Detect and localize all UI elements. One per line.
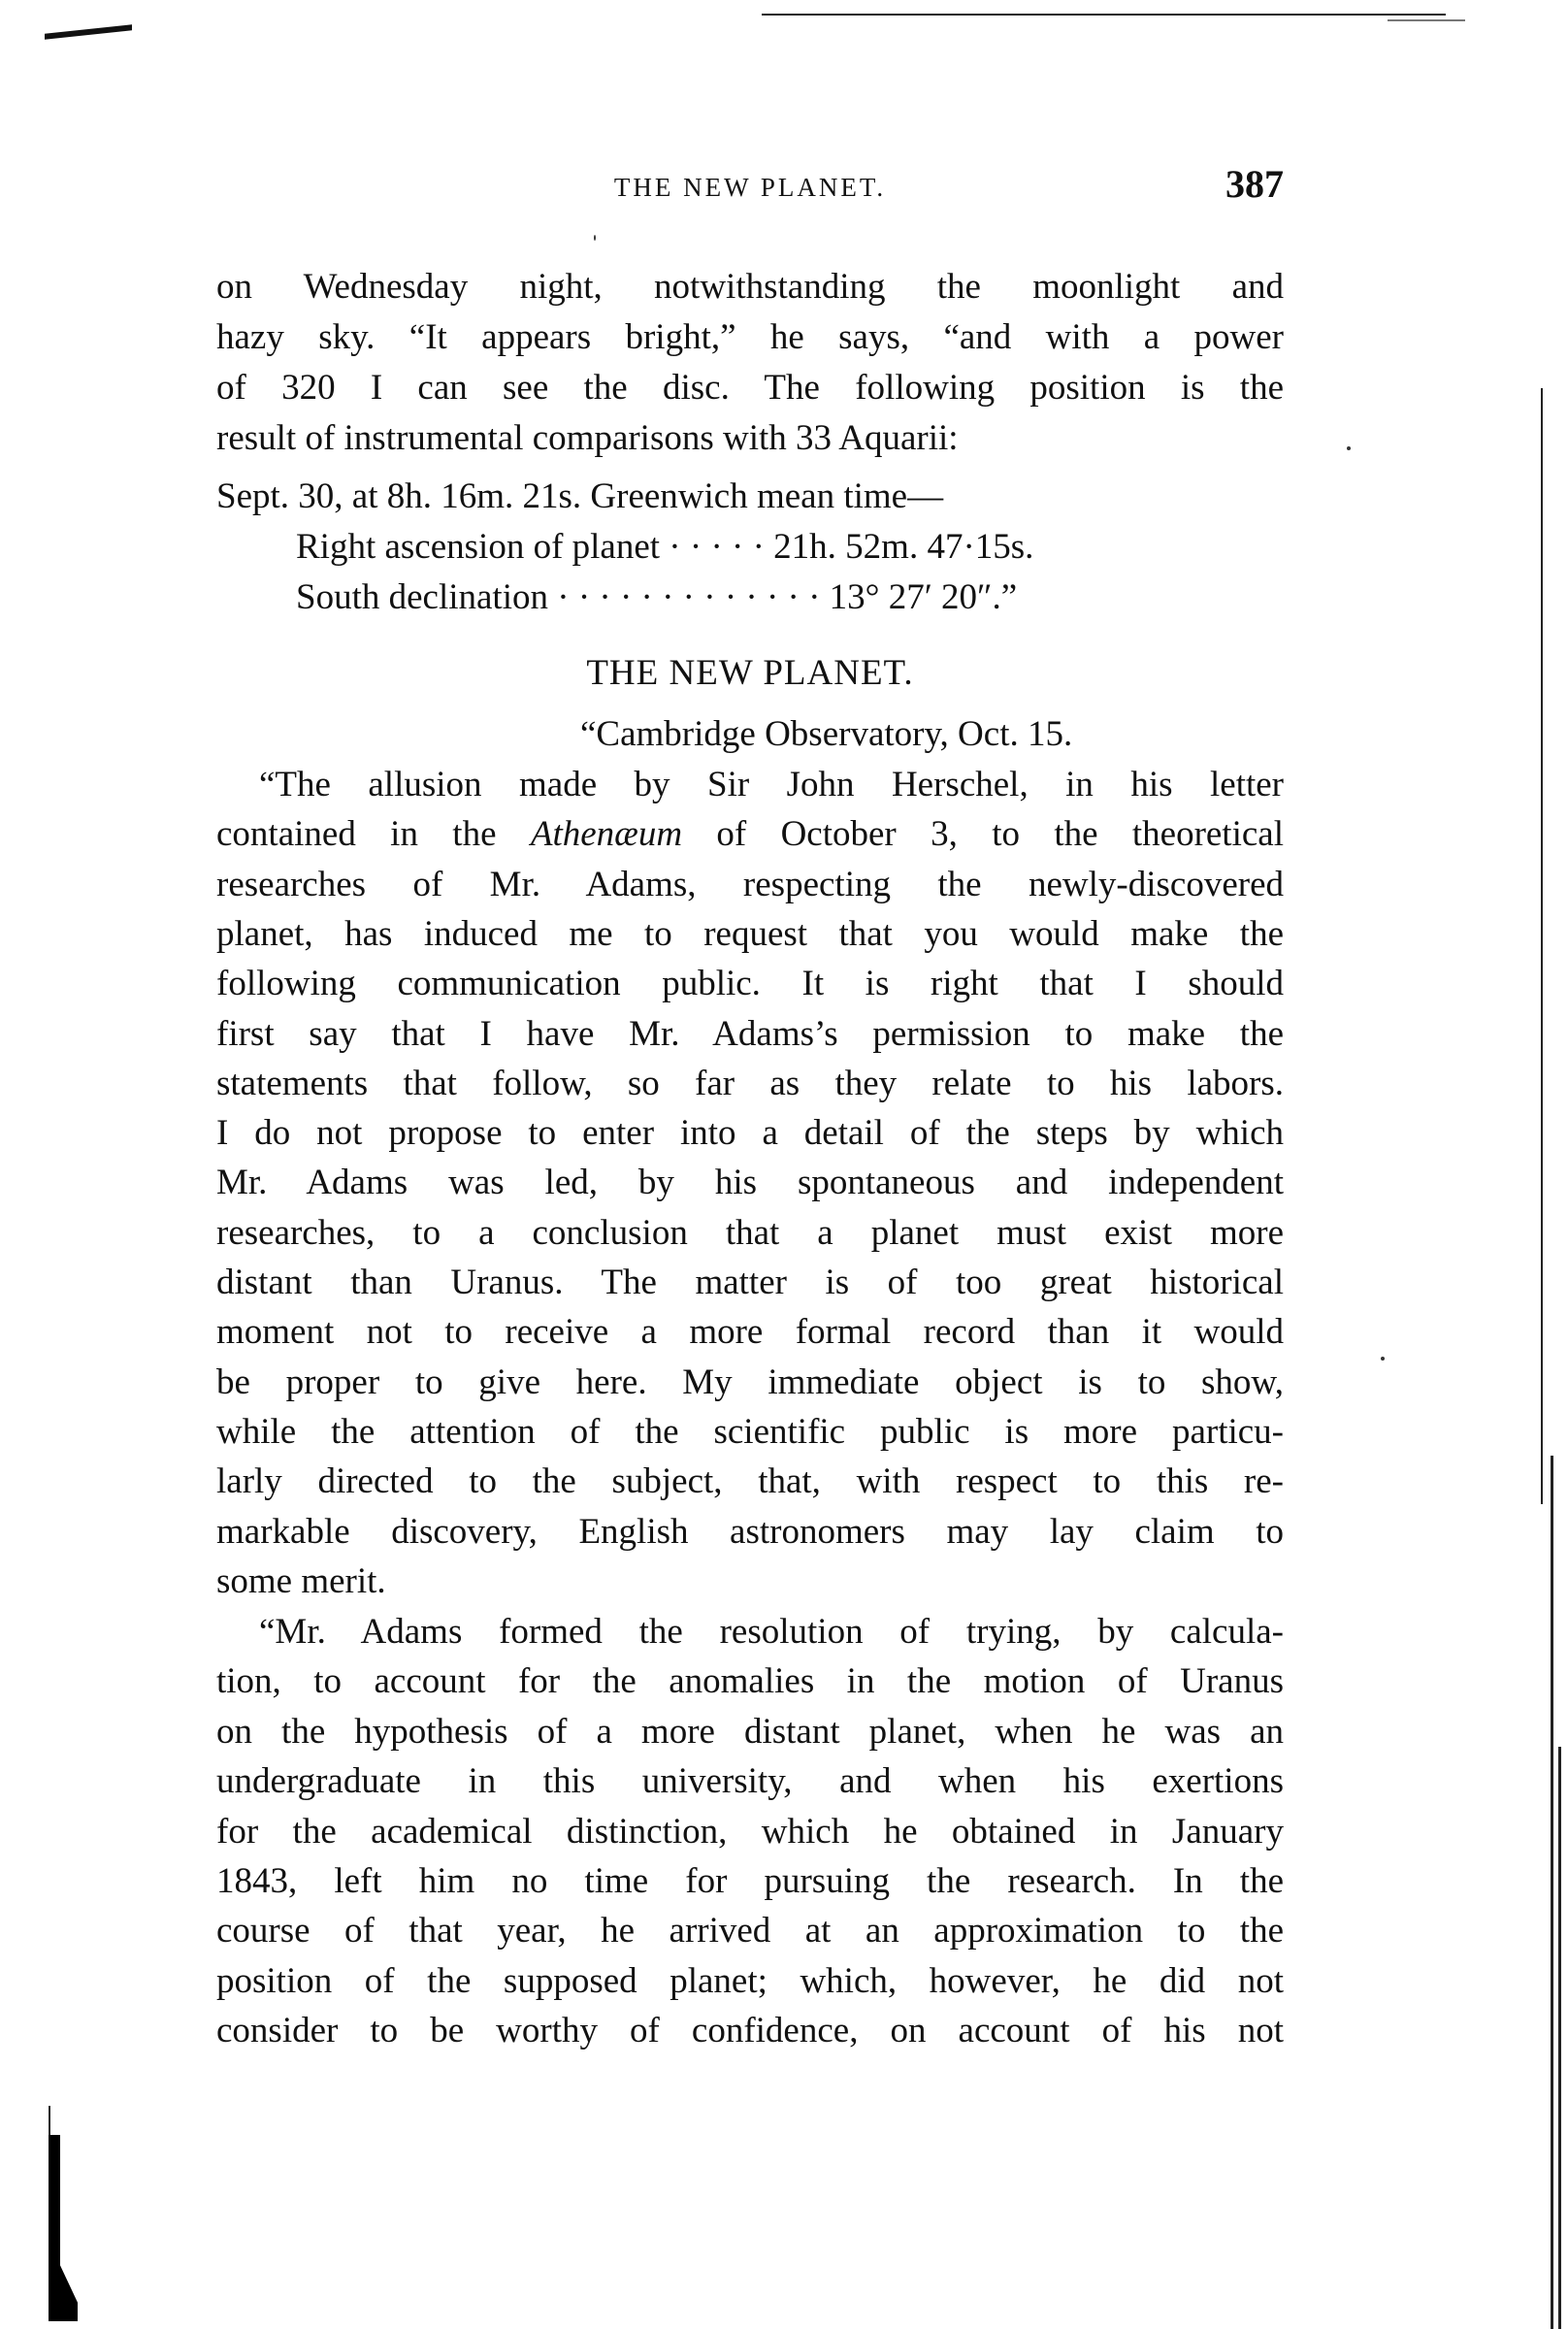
text-line: result of instrumental comparisons with 33 Aquarii: [216,418,959,458]
section-heading: THE NEW PLANET. [586,653,914,693]
text-line: researches of Mr. Adams, respecting the newly-discovered [216,864,1284,904]
text-line: 1843, left him no time for pursuing the research. In the [216,1861,1284,1901]
page-edge-line [1541,388,1543,1504]
text-segment: contained in the [216,814,531,855]
text-line: for the academical distinction, which he obtained in January [216,1811,1284,1852]
text-line: some merit. [216,1560,386,1601]
italic-title: Athenæum [530,814,683,855]
text-line: moment not to receive a more formal record than it would [216,1312,1284,1353]
text-line: undergraduate in this university, and when his exertions [216,1761,1284,1802]
text-line: larly directed to the subject, that, with respect to this re- [216,1461,1284,1502]
text-segment: of October 3, to the theoretical [682,814,1284,855]
text-line: of 320 I can see the disc. The following position is the [216,368,1284,408]
observation-right-ascension: Right ascension of planet · · · · · 21h. 52m. 47·15s. [296,527,1034,567]
text-line: course of that year, he arrived at an approximation to the [216,1911,1284,1952]
page-number: 387 [1225,162,1284,206]
text-line: “The allusion made by Sir John Herschel, in his letter [259,765,1284,804]
speck [594,235,596,241]
letter-dateline: “Cambridge Observatory, Oct. 15. [580,714,1073,754]
text-line: first say that I have Mr. Adams’s permission to make the [216,1013,1284,1054]
scan-mark [45,24,132,39]
text-line: be proper to give here. My immediate object is to show, [216,1361,1284,1402]
text-line: statements that follow, so far as they relate to his labors. [216,1063,1284,1103]
top-rule-short [1388,19,1465,21]
text-line: hazy sky. “It appears bright,” he says, “and with a power [216,317,1284,357]
text-line: I do not propose to enter into a detail of the steps by which [216,1113,1284,1154]
text-line: distant than Uranus. The matter is of too great historical [216,1263,1284,1302]
speck [1347,446,1351,450]
text-line: on Wednesday night, notwithstanding the moonlight and [216,267,1284,307]
text-line: following communication public. It is right that I should [216,964,1284,1004]
observation-declination: South declination · · · · · · · · · · · · · 13° 27′ 20″.” [296,577,1018,617]
text-line: tion, to account for the anomalies in the motion of Uranus [216,1661,1284,1702]
page-edge-line [1558,1747,1561,2329]
running-head-title: THE NEW PLANET. [613,173,887,202]
speck [1381,1357,1385,1361]
text-line: researches, to a conclusion that a planet must exist more [216,1212,1284,1253]
observation-date: Sept. 30, at 8h. 16m. 21s. Greenwich mean time— [216,476,944,516]
text-line: Mr. Adams was led, by his spontaneous and independent [216,1163,1284,1203]
binding-shadow [49,2135,78,2321]
text-line: position of the supposed planet; which, however, he did not [216,1960,1284,2001]
text-line: “Mr. Adams formed the resolution of trying, by calcula- [259,1612,1284,1652]
top-rule [762,14,1446,16]
page-edge-line [1551,1456,1553,2329]
running-head [216,162,1284,213]
text-line [216,813,1284,856]
text-line: markable discovery, English astronomers may lay claim to [216,1511,1284,1552]
text-line: consider to be worthy of confidence, on account of his not [216,2011,1284,2051]
text-line: on the hypothesis of a more distant planet, when he was an [216,1711,1284,1752]
text-line: while the attention of the scientific public is more particu- [216,1411,1284,1452]
text-line: planet, has induced me to request that you would make the [216,913,1284,954]
